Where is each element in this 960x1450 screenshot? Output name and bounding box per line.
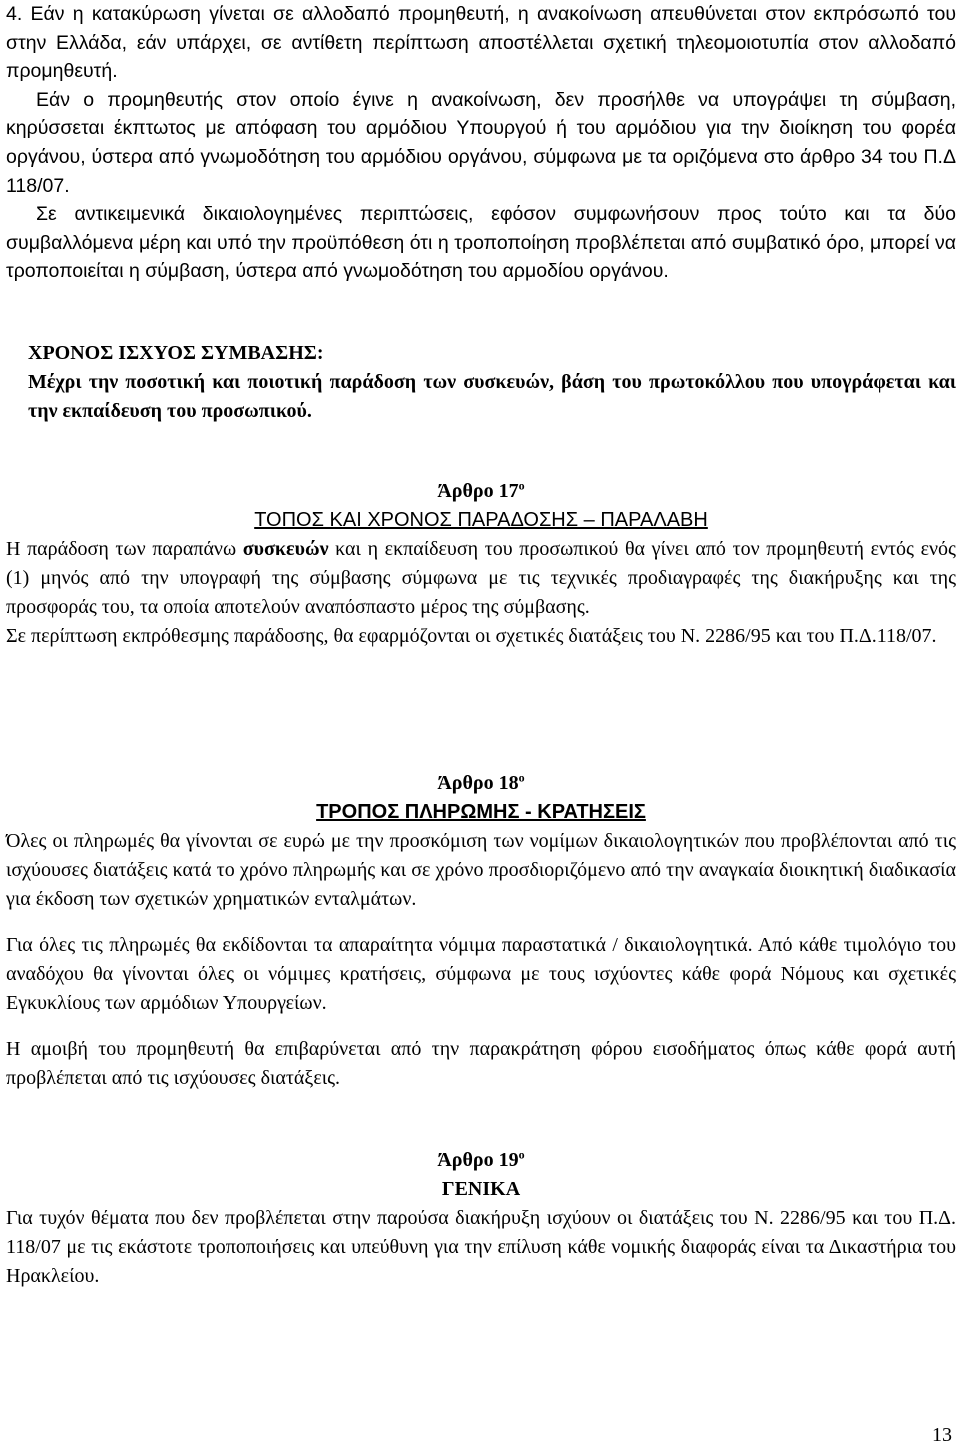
article-17-p1-b: συσκευών: [242, 538, 329, 560]
duration-text: [6, 368, 956, 426]
article-19: [6, 1146, 956, 1291]
article-19-paragraph-1: Για τυχόν θέματα που δεν προβλέπεται στην παρούσα διακήρυξη ισχύουν οι διατάξεις του Ν. 2286/95 και του Π.Δ. 118/07 με τις εκάστοτε τροποποιήσεις και υπεύθυνη για την επίλυση κάθε νομικής διαφοράς είναι τα Δικαστήρια του Ηρακλείου.: [6, 1207, 956, 1287]
article-18: [6, 769, 956, 1093]
article-18-number-sup: ο: [518, 770, 525, 785]
article-19-number: [6, 1146, 956, 1175]
article-17-p1-c: και η εκπαίδευση του προσωπικού θα γίνει από τον προμηθευτή εντός ενός (1) μηνός από την υπογραφή της σύμβασης σύμφωνα με τις τεχνικές προδιαγραφές της διακήρυξης και της προσφοράς του, τα οποία αποτελούν αναπόσπαστο μέρος της σύμβασης.: [6, 538, 956, 618]
article-17-p1-a: Η παράδοση των παραπάνω: [6, 538, 243, 560]
page-number: 13: [932, 1424, 952, 1446]
article-17-title: ΤΟΠΟΣ ΚΑΙ ΧΡΟΝΟΣ ΠΑΡΑΔΟΣΗΣ – ΠΑΡΑΛΑΒΗ: [254, 509, 708, 531]
clause-4-paragraph-3: Σε αντικειμενικά δικαιολογημένες περιπτώσεις, εφόσον συμφωνήσουν προς τούτο και τα δύο συμβαλλόμενα μέρη και υπό την προϋπόθεση ότι η τροποποίηση προβλέπεται από συμβατικό όρο, μπορεί να τροποποιείται η σύμβαση, ύστερα από γνωμοδότηση του αρμοδίου οργάνου.: [6, 203, 956, 283]
duration-text-body: Μέχρι την ποσοτική και ποιοτική παράδοση των συσκευών, βάση του πρωτοκόλλου που υπογράφεται και την εκπαίδευση του προσωπικού: [28, 371, 956, 422]
article-19-title: ΓΕΝΙΚΑ: [441, 1178, 521, 1200]
article-19-number-text: Άρθρο 19: [437, 1149, 519, 1171]
contract-duration: [6, 339, 956, 426]
duration-text-end: .: [306, 400, 312, 422]
article-17-number: [6, 477, 956, 506]
article-18-number-text: Άρθρο 18: [437, 772, 519, 794]
clause-4-paragraph-1: 4. Εάν η κατακύρωση γίνεται σε αλλοδαπό προμηθευτή, η ανακοίνωση απευθύνεται στον εκπρόσωπό του στην Ελλάδα, εάν υπάρχει, σε αντίθετη περίπτωση αποστέλλεται σχετική τηλεομοιοτυπία στον αλλοδαπό προμηθευτή.: [6, 3, 956, 83]
article-17-paragraph-2: Σε περίπτωση εκπρόθεσμης παράδοσης, θα εφαρμόζονται οι σχετικές διατάξεις του Ν. 2286/95 και του Π.Δ.118/07.: [6, 625, 937, 647]
article-18-title: ΤΡΟΠΟΣ ΠΛΗΡΩΜΗΣ - ΚΡΑΤΗΣΕΙΣ: [316, 801, 646, 823]
article-17-number-text: Άρθρο 17: [437, 480, 519, 502]
article-18-number: [6, 769, 956, 798]
clause-4: [6, 0, 956, 286]
article-17-number-sup: ο: [518, 478, 525, 493]
article-18-paragraph-2: Για όλες τις πληρωμές θα εκδίδονται τα απαραίτητα νόμιμα παραστατικά / δικαιολογητικά. Από κάθε τιμολόγιο του αναδόχου θα γίνονται όλες οι νόμιμες κρατήσεις, σύμφωνα με τους ισχύοντες κάθε φορά Νόμους και σχετικές Εγκυκλίους των αρμόδιων Υπουργείων.: [6, 934, 956, 1014]
duration-heading: ΧΡΟΝΟΣ ΙΣΧΥΟΣ ΣΥΜΒΑΣΗΣ:: [28, 342, 324, 364]
article-18-paragraph-3: Η αμοιβή του προμηθευτή θα επιβαρύνεται από την παρακράτηση φόρου εισοδήματος όπως κάθε φορά αυτή προβλέπεται από τις ισχύουσες διατάξεις.: [6, 1038, 956, 1089]
article-19-number-sup: ο: [518, 1147, 525, 1162]
article-17-paragraph-1: [6, 535, 956, 622]
clause-4-paragraph-2: Εάν ο προμηθευτής στον οποίο έγινε η ανακοίνωση, δεν προσήλθε να υπογράψει τη σύμβαση, κηρύσσεται έκπτωτος με απόφαση του αρμόδιου Υπουργού ή του αρμόδιου για την διοίκηση του φορέα οργάνου, ύστερα από γνωμοδότηση του αρμόδιου οργάνου, σύμφωνα με τα οριζόμενα στο άρθρο 34 του Π.Δ 118/07.: [6, 88, 956, 197]
article-17: [6, 477, 956, 651]
article-18-paragraph-1: Όλες οι πληρωμές θα γίνονται σε ευρώ με την προσκόμιση των νομίμων δικαιολογητικών που προβλέπονται από τις ισχύουσες διατάξεις κατά το χρόνο πληρωμής και σε χρόνο προσδιοριζόμενο από την αναγκαία διοικητική διαδικασία για έκδοση των σχετικών χρηματικών ενταλμάτων.: [6, 830, 956, 910]
